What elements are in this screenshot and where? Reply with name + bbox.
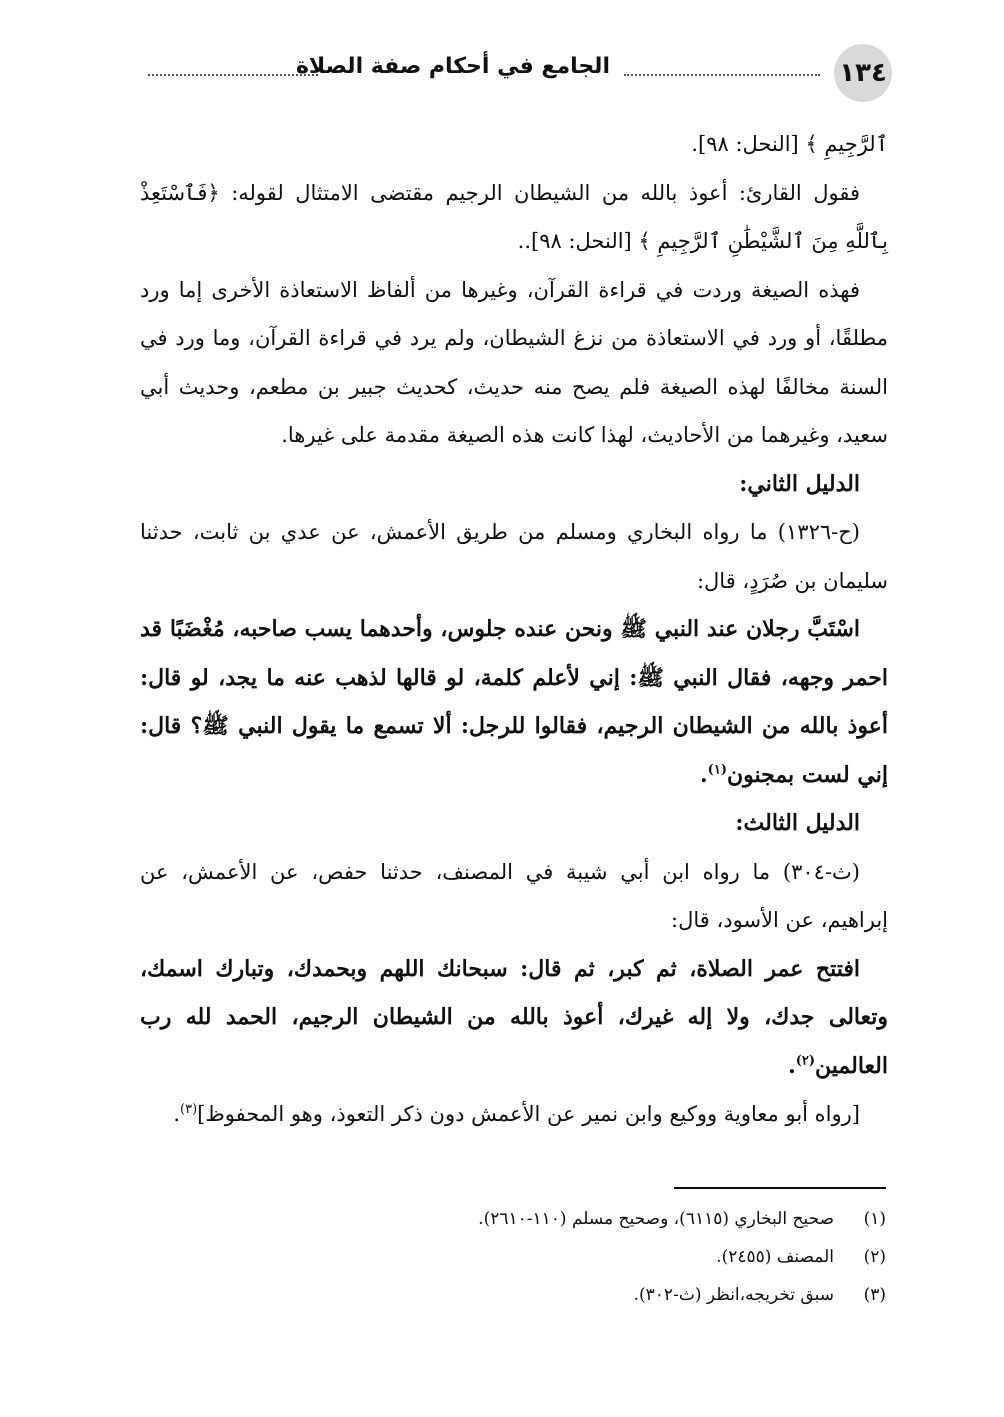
heading-second-evidence: الدليل الثاني: xyxy=(739,470,860,497)
athar-quote: افتتح عمر الصلاة، ثم كبر، ثم قال: سبحانك اللهم وبحمدك، وتبارك اسمك، وتعالى جدك، ولا إله غيرك، أعوذ بالله من الشيطان الرجيم، الحمد لله رب العالمين$^{(٢)}$. xyxy=(140,955,888,1079)
footnote-ref-3: (٣) xyxy=(180,1102,198,1117)
footnote-ref-1: (١) xyxy=(707,762,727,778)
footnote-text: سبق تخريجه،انظر (ث-٣٠٢). xyxy=(633,1285,834,1305)
footnote-number: (٣) xyxy=(863,1285,886,1305)
paragraph-verse-end: ٱلرَّجِيمِ ﴾ [النحل: ٩٨]. xyxy=(691,132,888,156)
footnote-number: (١) xyxy=(863,1209,886,1229)
main-text xyxy=(140,120,888,1139)
footnotes xyxy=(146,1200,886,1314)
header-dots-left xyxy=(148,74,318,76)
paragraph-athar-304: (ث-٣٠٤) ما رواه ابن أبي شيبة في المصنف، حدثنا حفص، عن الأعمش، عن إبراهيم، عن الأسود، قال: xyxy=(140,859,888,932)
paragraph-hadith-1326: (ح-١٣٢٦) ما رواه البخاري ومسلم من طريق الأعمش، عن عدي بن ثابت، حدثنا سليمان بن صُرَدٍ، قال: xyxy=(140,520,888,593)
footnote-item xyxy=(146,1200,886,1238)
footnote-text: المصنف (٢٤٥٥). xyxy=(716,1247,834,1267)
footnote-ref-2: (٢) xyxy=(795,1053,816,1069)
paragraph-formula: فهذه الصيغة وردت في قراءة القرآن، وغيرها من ألفاظ الاستعاذة الأخرى إما ورد مطلقًا، أو ورد في الاستعاذة من نزغ الشيطان، ولم يرد في قراءة القرآن، وما ورد في السنة مخالفًا لهذه الصيغة فلم يصح منه حديث، كحديث جبير بن مطعم، وحديث أبي سعيد، وغيرهما من الأحاديث، لهذا كانت هذه الصيغة مقدمة على غيرها. xyxy=(140,277,888,447)
heading-third-evidence: الدليل الثالث: xyxy=(735,810,860,836)
page-number: ١٣٤ xyxy=(834,44,892,102)
footnote-divider xyxy=(674,1187,886,1189)
narration-note-text: [رواه أبو معاوية ووكيع وابن نمير عن الأعمش دون ذكر التعوذ، وهو المحفوظ] xyxy=(197,1102,860,1126)
header-dots-right xyxy=(624,74,820,76)
footnote-item xyxy=(146,1276,886,1314)
footnote-text: صحيح البخاري (٦١١٥)، وصحيح مسلم (١١٠-٢٦١٠). xyxy=(478,1209,834,1229)
running-title: الجامع في أحكام صفة الصلاة xyxy=(295,54,610,79)
hadith-quote-1: اسْتَبَّ رجلان عند النبي ﷺ ونحن عنده جلوس، وأحدهما يسب صاحبه، مُغْضَبًا قد احمر وجهه، فقال النبي ﷺ: إني لأعلم كلمة، لو قالها لذهب عنه ما يجد، لو قال: أعوذ بالله من الشيطان الرجيم، فقالوا للرجل: ألا تسمع ما يقول النبي ﷺ؟ قال: إني لست بمجنون$^{(١)}$. xyxy=(140,616,888,788)
athar-quote-text: افتتح عمر الصلاة، ثم كبر، ثم قال: سبحانك اللهم وبحمدك، وتبارك اسمك، وتعالى جدك، ولا إله غيرك، أعوذ بالله من الشيطان الرجيم، الحمد لله رب العالمين xyxy=(140,955,888,1079)
page-header xyxy=(140,42,892,108)
paragraph-reciter: فقول القارئ: أعوذ بالله من الشيطان الرجيم مقتضى الامتثال لقوله: ﴿فَٱسْتَعِذْ بِٱللَّهِ مِنَ ٱلشَّيْطَٰنِ ٱلرَّجِيمِ ﴾ [النحل: ٩٨].. xyxy=(140,180,888,253)
paragraph-narration-note: [رواه أبو معاوية ووكيع وابن نمير عن الأعمش دون ذكر التعوذ، وهو المحفوظ]$^{(٣)}$. xyxy=(173,1102,860,1126)
footnote-number: (٢) xyxy=(863,1247,886,1267)
footnote-item xyxy=(146,1238,886,1276)
hadith-quote-1-text: اسْتَبَّ رجلان عند النبي ﷺ ونحن عنده جلوس، وأحدهما يسب صاحبه، مُغْضَبًا قد احمر وجهه، فقال النبي ﷺ: إني لأعلم كلمة، لو قالها لذهب عنه ما يجد، لو قال: أعوذ بالله من الشيطان الرجيم، فقالوا للرجل: ألا تسمع ما يقول النبي ﷺ؟ قال: إني لست بمجنون xyxy=(140,616,888,788)
